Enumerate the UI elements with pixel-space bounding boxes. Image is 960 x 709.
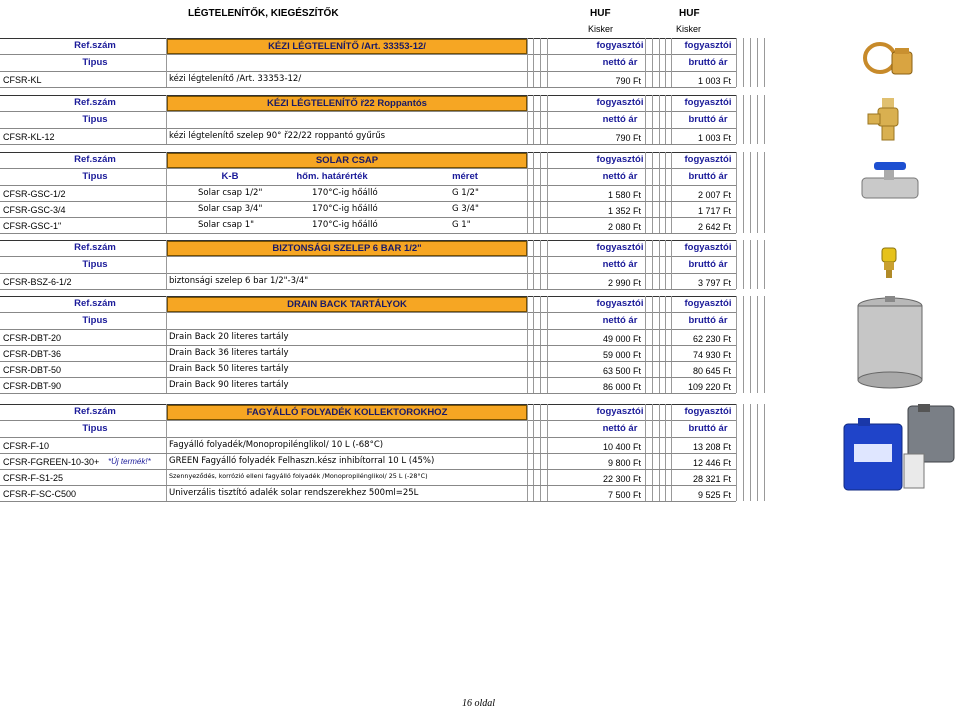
- product-description: Univerzális tisztító adalék solar rendszerekhez 500ml=25L: [169, 488, 419, 498]
- net-price: 790 Ft: [615, 133, 641, 143]
- product-description: Drain Back 50 literes tartály: [169, 364, 289, 374]
- header-rule: [0, 256, 736, 257]
- product-description: Solar csap 1/2": [198, 188, 263, 198]
- header-rule: [0, 54, 736, 55]
- row-rule: [0, 217, 736, 218]
- net-price: 63 500 Ft: [602, 366, 641, 376]
- column-rule: [527, 95, 528, 144]
- column-rule: [757, 404, 758, 501]
- roppantos-vent-image: [866, 96, 910, 142]
- column-rule: [540, 38, 541, 87]
- netto-header: nettó ár: [602, 423, 638, 434]
- column-rule: [645, 95, 646, 144]
- column-rule: [764, 404, 765, 501]
- column-rule: [166, 95, 167, 144]
- column-rule: [547, 240, 548, 289]
- section-top-rule: [0, 404, 736, 405]
- ref-number: CFSR-DBT-20: [3, 333, 62, 343]
- meret-header: méret: [452, 171, 478, 182]
- column-rule: [750, 240, 751, 289]
- net-price: 59 000 Ft: [602, 350, 641, 360]
- column-rule: [736, 152, 737, 233]
- column-rule: [547, 38, 548, 87]
- product-description: Szennyeződés, korrózió elleni fagyálló folyadék /Monopropilénglikol/ 25 L (-28°C): [169, 472, 428, 480]
- column-rule: [743, 95, 744, 144]
- header-rule: [0, 273, 736, 274]
- tipus-header: Tipus: [82, 114, 108, 125]
- gross-price: 1 717 Ft: [697, 206, 731, 216]
- tipus-header: Tipus: [82, 423, 108, 434]
- column-rule: [764, 240, 765, 289]
- net-price: 790 Ft: [615, 76, 641, 86]
- column-rule: [764, 296, 765, 393]
- column-rule: [757, 38, 758, 87]
- net-price: 2 990 Ft: [607, 278, 641, 288]
- column-rule: [533, 240, 534, 289]
- column-rule: [743, 152, 744, 233]
- section-banner: FAGYÁLLÓ FOLYADÉK KOLLEKTOROKHOZ: [167, 405, 527, 420]
- net-price: 9 800 Ft: [607, 458, 641, 468]
- temp-limit: 170°C-ig hőálló: [312, 220, 378, 230]
- net-price: 1 580 Ft: [607, 190, 641, 200]
- row-rule: [0, 289, 736, 290]
- gross-price: 28 321 Ft: [692, 474, 731, 484]
- fogy-header-left: fogyasztói: [596, 242, 644, 253]
- section-top-rule: [0, 240, 736, 241]
- header-rule: [0, 420, 736, 421]
- column-rule: [527, 240, 528, 289]
- column-rule: [540, 95, 541, 144]
- column-rule: [743, 38, 744, 87]
- row-rule: [0, 87, 736, 88]
- gross-price: 1 003 Ft: [697, 76, 731, 86]
- kisker-label-left: Kisker: [588, 24, 614, 34]
- gross-price: 80 645 Ft: [692, 366, 731, 376]
- section-banner: KÉZI LÉGTELENÍTŐ ř22 Roppantós: [167, 96, 527, 111]
- size-value: G 3/4": [452, 204, 479, 214]
- header-rule: [0, 168, 736, 169]
- net-price: 49 000 Ft: [602, 334, 641, 344]
- column-rule: [527, 152, 528, 233]
- gross-price: 2 007 Ft: [697, 190, 731, 200]
- netto-header: nettó ár: [602, 259, 638, 270]
- currency-label-right: HUF: [679, 8, 700, 19]
- fogy-header-right: fogyasztói: [684, 406, 732, 417]
- column-rule: [527, 38, 528, 87]
- drain-back-tank-image: [855, 296, 925, 390]
- product-description: Fagyálló folyadék/Monopropilénglikol/ 10 L (-68°C): [169, 440, 384, 450]
- column-rule: [547, 152, 548, 233]
- netto-header: nettó ár: [602, 57, 638, 68]
- section-top-rule: [0, 95, 736, 96]
- column-rule: [764, 95, 765, 144]
- ref-number: CFSR-DBT-50: [3, 365, 62, 375]
- fogy-header-right: fogyasztói: [684, 242, 732, 253]
- product-description: GREEN Fagyálló folyadék Felhaszn.kész inhibítorral 10 L (45%): [169, 456, 435, 466]
- product-description: Drain Back 36 literes tartály: [169, 348, 289, 358]
- kisker-label-right: Kisker: [676, 24, 702, 34]
- currency-label-left: HUF: [590, 8, 611, 19]
- gross-price: 62 230 Ft: [692, 334, 731, 344]
- gross-price: 1 003 Ft: [697, 133, 731, 143]
- section-banner: KÉZI LÉGTELENÍTŐ /Art. 33353-12/: [167, 39, 527, 54]
- column-rule: [757, 296, 758, 393]
- row-rule: [0, 393, 736, 394]
- row-rule: [0, 361, 736, 362]
- ref-header: Ref.szám: [74, 97, 116, 108]
- row-rule: [0, 144, 736, 145]
- kb-header: K-B: [221, 171, 239, 182]
- size-value: G 1/2": [452, 188, 479, 198]
- column-rule: [750, 38, 751, 87]
- row-rule: [0, 201, 736, 202]
- brutto-header: bruttó ár: [688, 423, 728, 434]
- antifreeze-canisters-image: [838, 404, 958, 494]
- ref-number: CFSR-FGREEN-10-30+: [3, 457, 100, 467]
- ref-header: Ref.szám: [74, 40, 116, 51]
- column-rule: [533, 95, 534, 144]
- gross-price: 3 797 Ft: [697, 278, 731, 288]
- row-rule: [0, 233, 736, 234]
- brutto-header: bruttó ár: [688, 259, 728, 270]
- ref-number: CFSR-DBT-36: [3, 349, 62, 359]
- column-rule: [533, 152, 534, 233]
- ref-number: CFSR-BSZ-6-1/2: [3, 277, 72, 287]
- column-rule: [743, 240, 744, 289]
- tipus-header: Tipus: [82, 171, 108, 182]
- fogy-header-left: fogyasztói: [596, 298, 644, 309]
- column-rule: [743, 404, 744, 501]
- fogy-header-left: fogyasztói: [596, 40, 644, 51]
- column-rule: [736, 38, 737, 87]
- fogy-header-left: fogyasztói: [596, 97, 644, 108]
- column-rule: [750, 152, 751, 233]
- ref-header: Ref.szám: [74, 154, 116, 165]
- column-rule: [166, 240, 167, 289]
- ball-valve-image: [860, 160, 920, 204]
- header-rule: [0, 437, 736, 438]
- net-price: 22 300 Ft: [602, 474, 641, 484]
- tipus-header: Tipus: [82, 57, 108, 68]
- section-banner: SOLAR CSAP: [167, 153, 527, 168]
- column-rule: [645, 152, 646, 233]
- netto-header: nettó ár: [602, 114, 638, 125]
- netto-header: nettó ár: [602, 315, 638, 326]
- brutto-header: bruttó ár: [688, 315, 728, 326]
- row-rule: [0, 377, 736, 378]
- column-rule: [750, 95, 751, 144]
- net-price: 10 400 Ft: [602, 442, 641, 452]
- ref-number: CFSR-F-S1-25: [3, 473, 64, 483]
- brutto-header: bruttó ár: [688, 114, 728, 125]
- ref-number: CFSR-GSC-1": [3, 221, 62, 231]
- column-rule: [645, 38, 646, 87]
- column-rule: [533, 38, 534, 87]
- column-rule: [166, 38, 167, 87]
- column-rule: [547, 95, 548, 144]
- size-value: G 1": [452, 220, 471, 230]
- column-rule: [757, 240, 758, 289]
- net-price: 7 500 Ft: [607, 490, 641, 500]
- section-top-rule: [0, 296, 736, 297]
- gross-price: 2 642 Ft: [697, 222, 731, 232]
- ref-header: Ref.szám: [74, 298, 116, 309]
- product-description: biztonsági szelep 6 bar 1/2"-3/4": [169, 276, 309, 286]
- column-rule: [736, 404, 737, 501]
- air-vent-image: [862, 40, 918, 80]
- column-rule: [736, 95, 737, 144]
- header-rule: [0, 111, 736, 112]
- column-rule: [736, 240, 737, 289]
- fogy-header-left: fogyasztói: [596, 154, 644, 165]
- column-rule: [540, 240, 541, 289]
- row-rule: [0, 501, 736, 502]
- gross-price: 109 220 Ft: [687, 382, 731, 392]
- fogy-header-right: fogyasztói: [684, 97, 732, 108]
- ref-number: CFSR-F-SC-C500: [3, 489, 77, 499]
- tipus-header: Tipus: [82, 315, 108, 326]
- ref-number: CFSR-KL-12: [3, 132, 55, 142]
- ref-number: CFSR-KL: [3, 75, 42, 85]
- gross-price: 13 208 Ft: [692, 442, 731, 452]
- temp-limit: 170°C-ig hőálló: [312, 188, 378, 198]
- net-price: 2 080 Ft: [607, 222, 641, 232]
- ref-header: Ref.szám: [74, 406, 116, 417]
- net-price: 1 352 Ft: [607, 206, 641, 216]
- column-rule: [764, 152, 765, 233]
- row-rule: [0, 485, 736, 486]
- tipus-header: Tipus: [82, 259, 108, 270]
- ref-header: Ref.szám: [74, 242, 116, 253]
- page-number: 16 oldal: [462, 698, 496, 709]
- column-rule: [757, 152, 758, 233]
- fogy-header-right: fogyasztói: [684, 154, 732, 165]
- netto-header: nettó ár: [602, 171, 638, 182]
- fogy-header-left: fogyasztói: [596, 406, 644, 417]
- header-rule: [0, 185, 736, 186]
- ref-number: CFSR-GSC-1/2: [3, 189, 66, 199]
- column-rule: [743, 296, 744, 393]
- page-title: LÉGTELENÍTŐK, KIEGÉSZÍTŐK: [188, 8, 339, 19]
- net-price: 86 000 Ft: [602, 382, 641, 392]
- section-banner: BIZTONSÁGI SZELEP 6 BAR 1/2": [167, 241, 527, 256]
- product-description: kézi légtelenítő /Art. 33353-12/: [169, 74, 302, 84]
- gross-price: 12 446 Ft: [692, 458, 731, 468]
- temp-limit: 170°C-ig hőálló: [312, 204, 378, 214]
- section-banner: DRAIN BACK TARTÁLYOK: [167, 297, 527, 312]
- column-rule: [166, 152, 167, 233]
- column-rule: [764, 38, 765, 87]
- product-description: Drain Back 20 literes tartály: [169, 332, 289, 342]
- ref-number: CFSR-F-10: [3, 441, 50, 451]
- ref-number: CFSR-DBT-90: [3, 381, 62, 391]
- column-rule: [645, 240, 646, 289]
- row-rule: [0, 469, 736, 470]
- product-description: Solar csap 3/4": [198, 204, 263, 214]
- new-product-note: *Új termék!*: [108, 457, 151, 466]
- header-rule: [0, 71, 736, 72]
- product-description: Solar csap 1": [198, 220, 255, 230]
- row-rule: [0, 345, 736, 346]
- gross-price: 9 525 Ft: [697, 490, 731, 500]
- section-top-rule: [0, 38, 736, 39]
- product-description: Drain Back 90 literes tartály: [169, 380, 289, 390]
- gross-price: 74 930 Ft: [692, 350, 731, 360]
- column-rule: [750, 296, 751, 393]
- fogy-header-right: fogyasztói: [684, 40, 732, 51]
- brutto-header: bruttó ár: [688, 171, 728, 182]
- safety-valve-image: [872, 246, 906, 280]
- section-top-rule: [0, 152, 736, 153]
- brutto-header: bruttó ár: [688, 57, 728, 68]
- column-rule: [540, 152, 541, 233]
- column-rule: [736, 296, 737, 393]
- fogy-header-right: fogyasztói: [684, 298, 732, 309]
- hom-header: hőm. határérték: [296, 171, 368, 182]
- product-description: kézi légtelenítő szelep 90° ř22/22 roppantó gyűrűs: [169, 131, 386, 141]
- row-rule: [0, 453, 736, 454]
- ref-number: CFSR-GSC-3/4: [3, 205, 66, 215]
- header-rule: [0, 312, 736, 313]
- column-rule: [750, 404, 751, 501]
- column-rule: [757, 95, 758, 144]
- header-rule: [0, 329, 736, 330]
- header-rule: [0, 128, 736, 129]
